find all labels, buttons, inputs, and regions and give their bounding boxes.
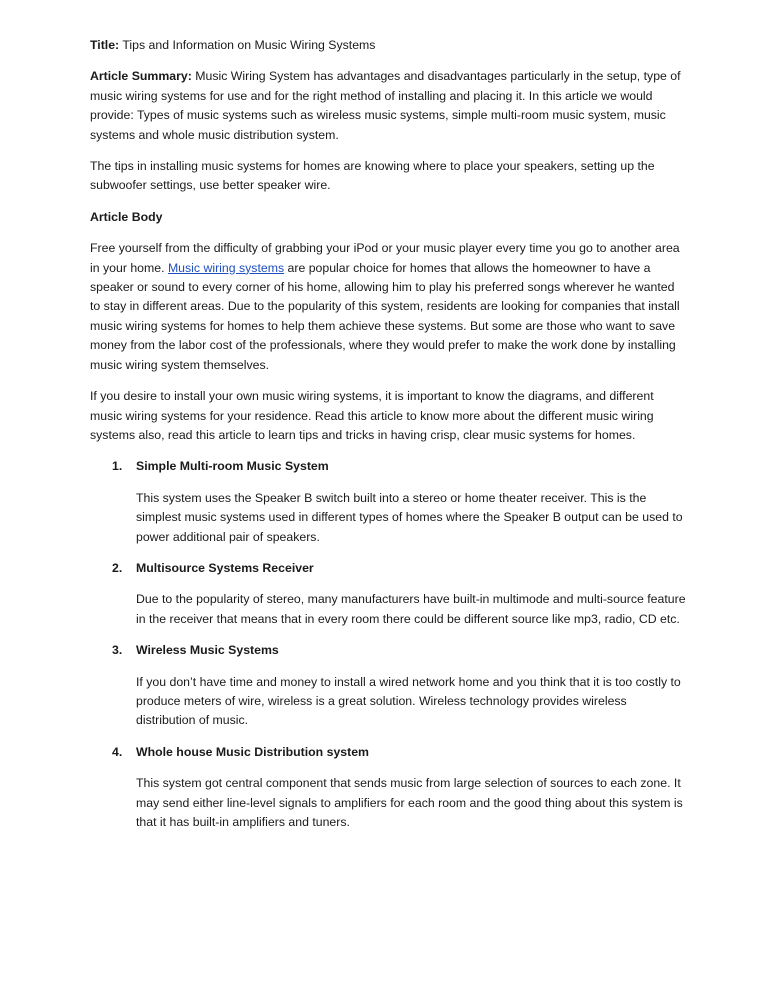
list-item — [90, 457, 686, 547]
section-title: Wireless Music Systems — [136, 643, 279, 658]
title-label: Title: — [90, 38, 120, 52]
body-paragraph-2: If you desire to install your own music wiring systems, it is important to know the diagrams, and different music wiring systems for your residence. Read this article to know more about the different music wiring systems also, read this article to learn tips and tricks in having crisp, clear music systems for homes. — [90, 389, 654, 442]
summary-paragraph — [90, 67, 686, 145]
section-heading — [90, 457, 686, 476]
section-number: 3. — [112, 643, 123, 658]
body-paragraph-1-after-link: are popular choice for homes that allows the homeowner to have a speaker or sound to every corner of his home, allowing him to play his preferred songs wherever he wanted to stay in different areas. Due to the popularity of this system, residents are looking for companies that install music wiring systems for homes to help them achieve these systems. But some are those who want to save money from the labor cost of the professionals, where they would prefer to make the work done by installing music wiring system themselves. — [90, 260, 680, 372]
section-title: Simple Multi-room Music System — [136, 459, 329, 474]
summary-label: Article Summary: — [90, 69, 192, 84]
section-number: 2. — [112, 560, 123, 575]
tips-paragraph: The tips in installing music systems for homes are knowing where to place your speakers, setting up the subwoofer settings, use better speaker wire. — [90, 159, 655, 193]
section-number: 1. — [112, 459, 123, 474]
systems-list — [90, 457, 686, 832]
section-heading — [90, 641, 686, 660]
section-body: Due to the popularity of stereo, many manufacturers have built-in multimode and multi-source feature in the receiver that means that in every room there could be different source like mp3, radio, CD etc. — [136, 592, 686, 626]
section-heading — [90, 559, 686, 578]
section-number: 4. — [112, 744, 123, 759]
body-paragraph-1 — [90, 239, 686, 375]
document-page — [90, 36, 686, 844]
music-wiring-systems-link[interactable]: Music wiring systems — [167, 260, 285, 275]
section-title: Whole house Music Distribution system — [136, 744, 369, 759]
section-body: This system uses the Speaker B switch built into a stereo or home theater receiver. This is the simplest music systems used in different types of homes where the Speaker B output can be used to power additional pair of speakers. — [136, 490, 683, 544]
section-heading — [90, 743, 686, 762]
list-item — [90, 743, 686, 833]
body-paragraph-1-before-link: Free yourself from the difficulty of grabbing your iPod or your music player every time you go to another area in your home. — [90, 241, 680, 275]
section-body: This system got central component that sends music from large selection of sources to each zone. It may send either line-level signals to amplifiers for each room and the good thing about this system is that it has built-in amplifiers and tuners. — [136, 776, 683, 829]
section-title: Multisource Systems Receiver — [136, 560, 314, 575]
title-line — [90, 36, 686, 55]
list-item — [90, 559, 686, 629]
article-body-heading: Article Body — [90, 209, 163, 224]
summary-text: Music Wiring System has advantages and disadvantages particularly in the setup, type of music wiring systems for use and for the right method of installing and placing it. In this article we would provide: Types of music systems such as wireless music systems, simple multi-room music system, music systems and whole music distribution system. — [90, 69, 681, 142]
section-body: If you don’t have time and money to install a wired network home and you think that it is too costly to produce meters of wire, wireless is a great solution. Wireless technology provides wireless distribution of music. — [136, 674, 681, 728]
title-text: Tips and Information on Music Wiring Systems — [122, 38, 376, 52]
list-item — [90, 641, 686, 731]
